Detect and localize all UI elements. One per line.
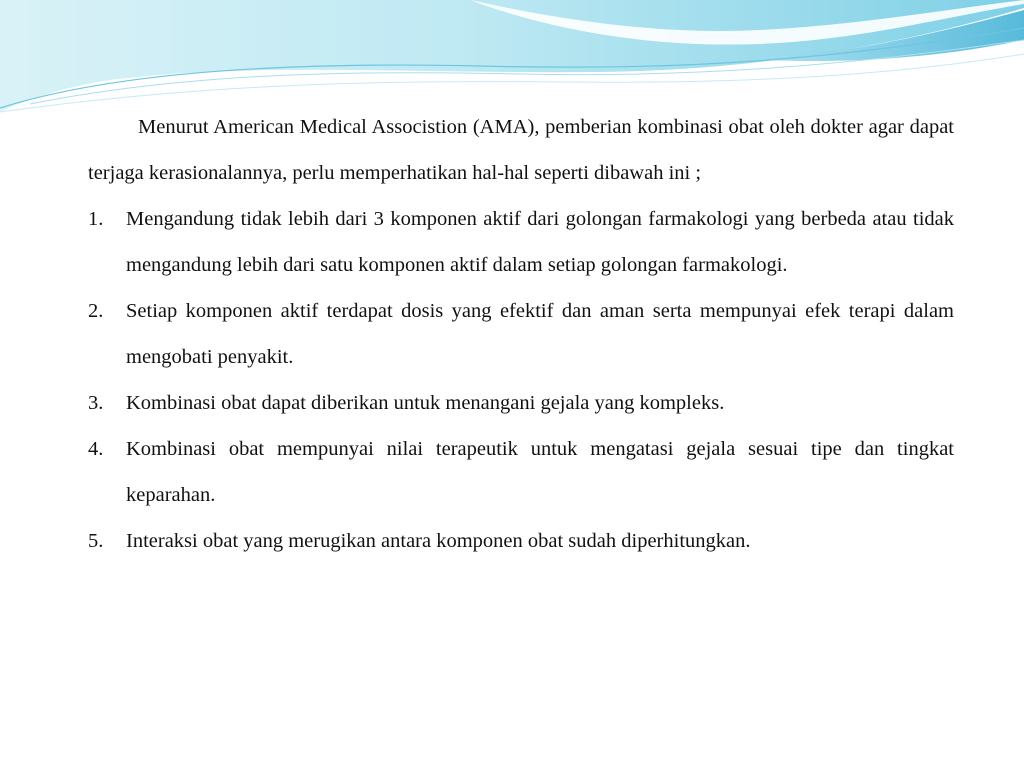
criteria-list (88, 196, 954, 564)
list-item-number: 4. (88, 438, 104, 460)
list-item-text: Interaksi obat yang merugikan antara komponen obat sudah diperhitungkan. (126, 530, 751, 552)
list-item-text: Kombinasi obat mempunyai nilai terapeutik untuk mengatasi gejala sesuai tipe dan tingkat keparahan. (126, 438, 954, 506)
list-item (88, 518, 954, 564)
list-item-number: 1. (88, 208, 104, 230)
list-item-number: 2. (88, 300, 104, 322)
list-item-text: Mengandung tidak lebih dari 3 komponen aktif dari golongan farmakologi yang berbeda atau tidak mengandung lebih dari satu komponen aktif dalam setiap golongan farmakologi. (126, 208, 954, 276)
intro-paragraph: Menurut American Medical Associstion (AMA), pemberian kombinasi obat oleh dokter agar dapat terjaga kerasionalannya, perlu memperhatikan hal-hal seperti dibawah ini ; (88, 116, 954, 184)
list-item-text: Kombinasi obat dapat diberikan untuk menangani gejala yang kompleks. (126, 392, 725, 414)
list-item (88, 426, 954, 518)
list-item (88, 196, 954, 288)
list-item (88, 288, 954, 380)
header-wave-decoration (0, 0, 1024, 120)
list-item-number: 5. (88, 530, 104, 552)
list-item-number: 3. (88, 392, 104, 414)
slide-body (88, 104, 954, 564)
list-item-text: Setiap komponen aktif terdapat dosis yang efektif dan aman serta mempunyai efek terapi dalam mengobati penyakit. (126, 300, 954, 368)
list-item (88, 380, 954, 426)
